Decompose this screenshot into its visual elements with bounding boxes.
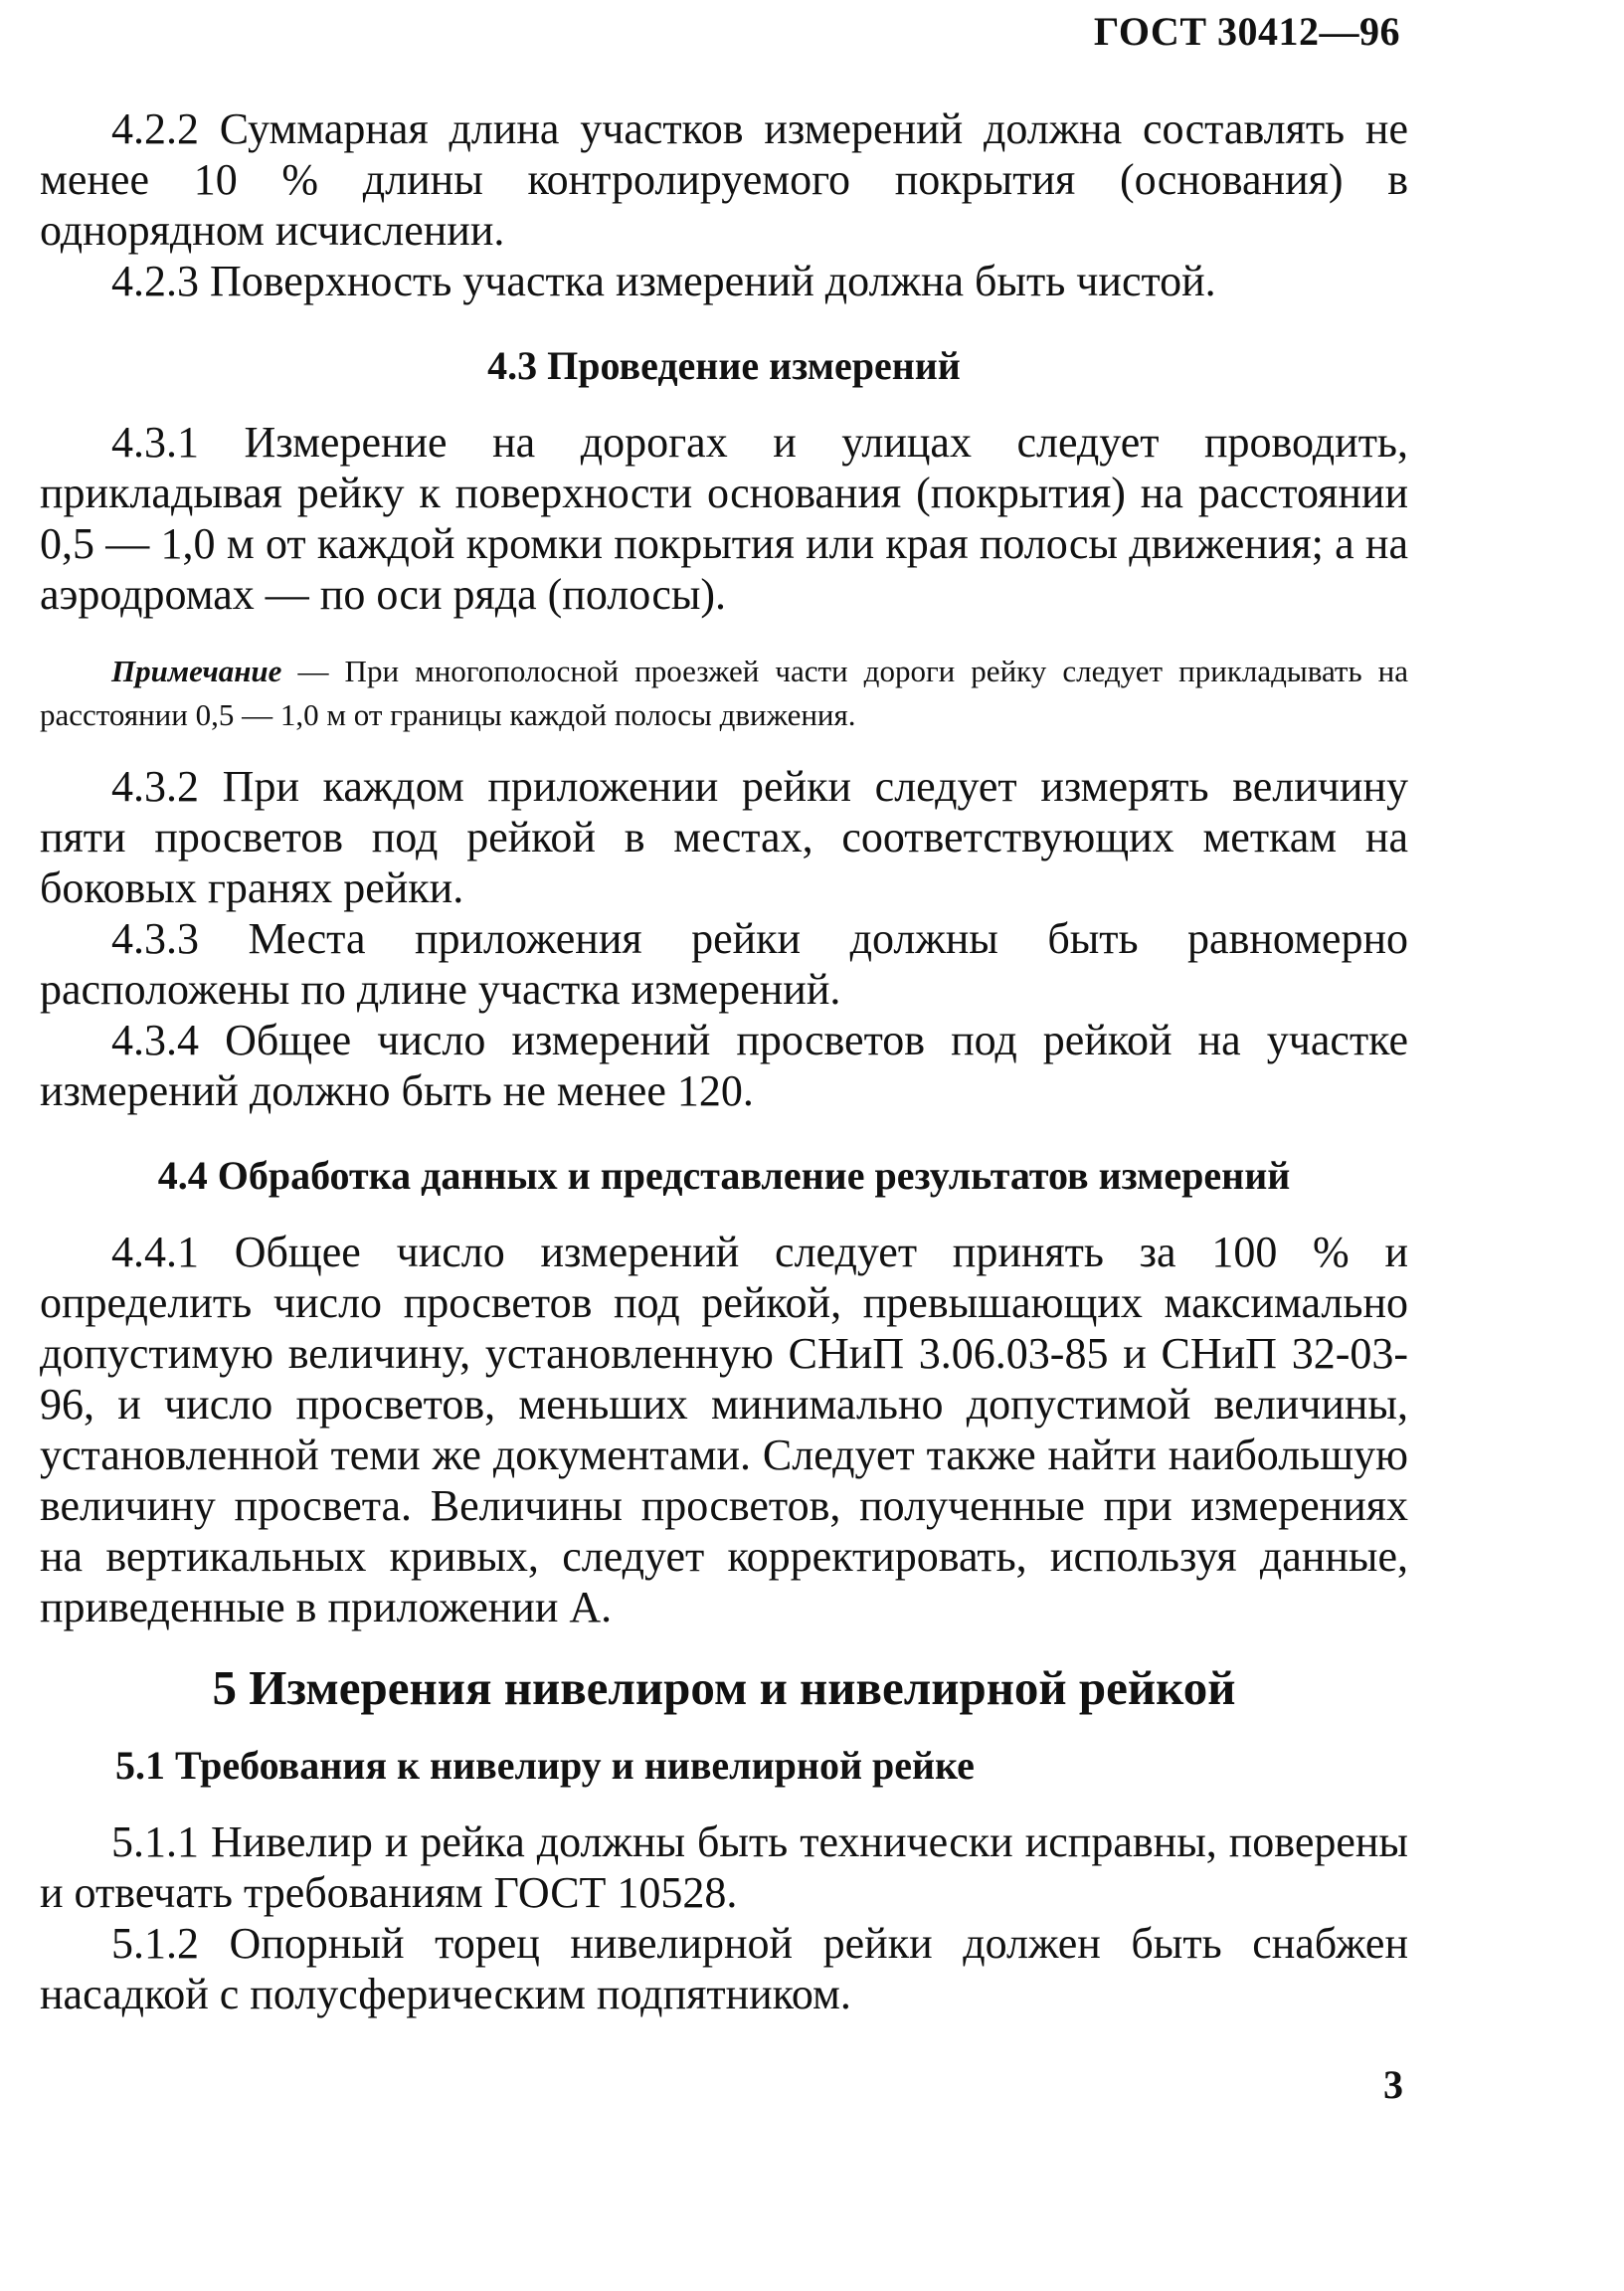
page-number: 3 <box>1383 2062 1403 2107</box>
paragraph-4-4-1: 4.4.1 Общее число измерений следует принять за 100 % и определить число просветов под рейкой, превышающих максимально допустимую величину, установленную СНиП 3.06.03-85 и СНиП 32-03-96, и число просветов, меньших минимально допустимой величины, установленной теми же документами. Следует также найти наибольшую величину просвета. Величины просветов, полученные при измерениях на вертикальных кривых, следует корректировать, используя данные, приведенные в приложении А. <box>40 1228 1408 1631</box>
section-heading-5-1: 5.1 Требования к нивелиру и нивелирной рейке <box>115 1743 975 1788</box>
paragraph-4-3-4: 4.3.4 Общее число измерений просветов под рейкой на участке измерений должно быть не менее 120. <box>40 1016 1408 1115</box>
document-body <box>40 103 1408 2019</box>
section-heading-4-3: 4.3 Проведение измерений <box>487 343 961 388</box>
document-code-header: ГОСТ 30412—96 <box>1093 9 1400 54</box>
note-text: — При многополосной проезжей части дороги рейку следует прикладывать на расстоянии 0,5 — 1,0 м от границы каждой полосы движения. <box>40 654 1408 732</box>
paragraph-5-1-2: 5.1.2 Опорный торец нивелирной рейки должен быть снабжен насадкой с полусферическим подпятником. <box>40 1919 1408 2018</box>
section-heading-4-4: 4.4 Обработка данных и представление результатов измерений <box>157 1153 1291 1198</box>
chapter-heading-5: 5 Измерения нивелиром и нивелирной рейкой <box>212 1660 1236 1715</box>
note-block <box>40 650 1408 737</box>
paragraph-4-3-1: 4.3.1 Измерение на дорогах и улицах следует проводить, прикладывая рейку к поверхности основания (покрытия) на расстоянии 0,5 — 1,0 м от каждой кромки покрытия или края полосы движения; а на аэродромах — по оси ряда (полосы). <box>40 418 1408 619</box>
paragraph-4-3-2: 4.3.2 При каждом приложении рейки следует измерять величину пяти просветов под рейкой в местах, соответствующих меткам на боковых гранях рейки. <box>40 762 1408 912</box>
paragraph-4-3-3: 4.3.3 Места приложения рейки должны быть равномерно расположены по длине участка измерений. <box>40 914 1408 1014</box>
note-label: Примечание <box>111 654 282 688</box>
paragraph-4-2-2: 4.2.2 Суммарная длина участков измерений должна составлять не менее 10 % длины контролируемого покрытия (основания) в однорядном исчислении. <box>40 104 1408 255</box>
paragraph-5-1-1: 5.1.1 Нивелир и рейка должны быть технически исправны, поверены и отвечать требованиям ГОСТ 10528. <box>40 1817 1408 1917</box>
paragraph-4-2-3: 4.2.3 Поверхность участка измерений должна быть чистой. <box>111 257 1216 305</box>
